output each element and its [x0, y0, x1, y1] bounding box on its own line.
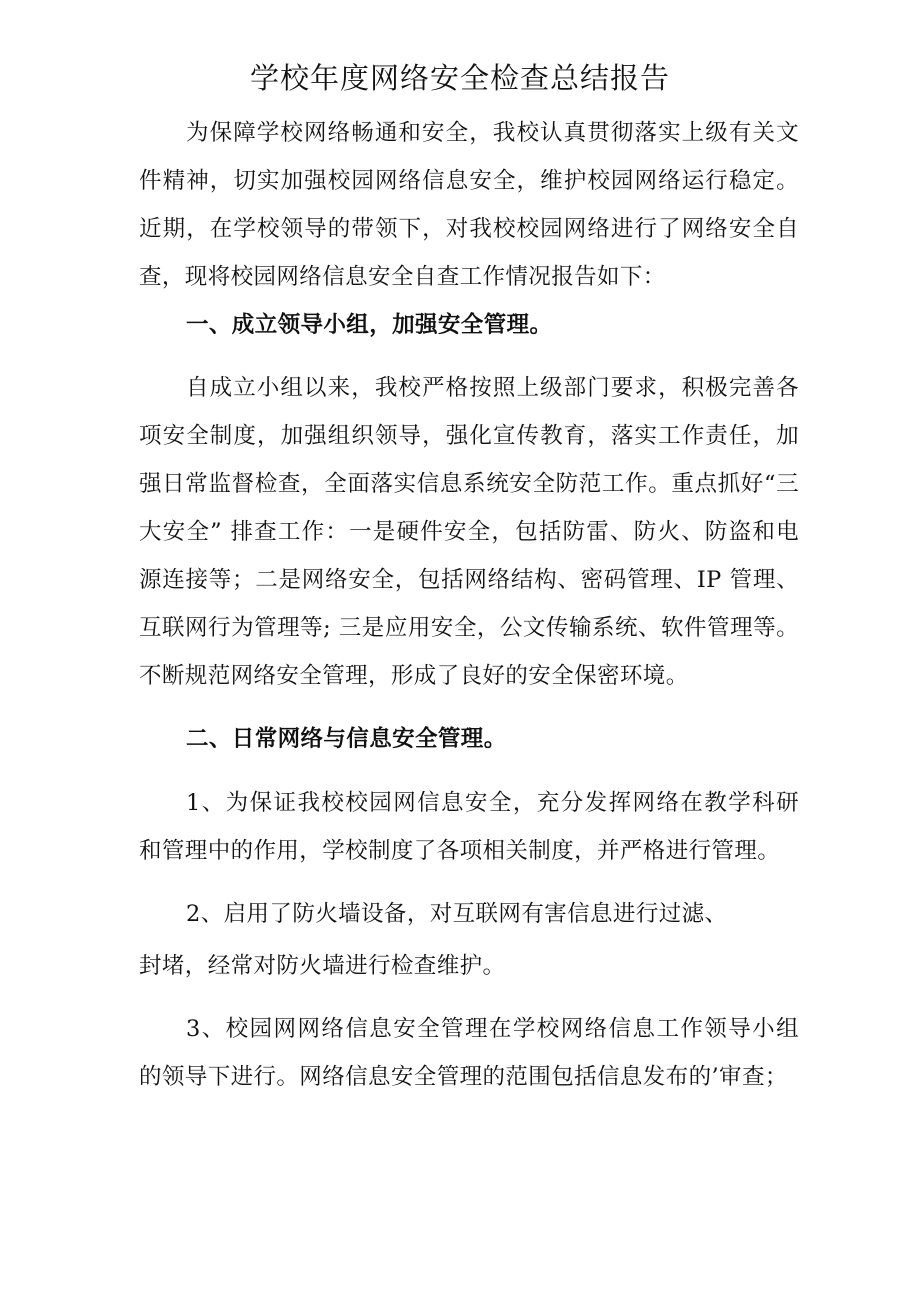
section-1-line-1: 自成立小组以来，我校严格按照上级部门要求，积极完善各: [186, 375, 799, 401]
document-title: 学校年度网络安全检查总结报告: [249, 61, 670, 95]
intro-line-4: 查，现将校园网络信息安全自查工作情况报告如下：: [139, 264, 666, 290]
section-1-line-4: 大安全” 排查工作：一是硬件安全，包括防雷、防火、防盗和电: [139, 519, 799, 545]
intro-line-1: 为保障学校网络畅通和安全，我校认真贯彻落实上级有关文: [186, 120, 799, 146]
item-2-line-2: 封堵，经常对防火墙进行检查维护。: [139, 953, 506, 979]
item-1-line-2: 和管理中的作用，学校制度了各项相关制度，并严格进行管理。: [139, 838, 781, 864]
section-heading-2: 二、日常网络与信息安全管理。: [186, 726, 507, 752]
intro-line-3: 近期，在学校领导的带领下，对我校校园网络进行了网络安全自: [139, 216, 799, 242]
section-heading-1: 一、成立领导小组，加强安全管理。: [186, 312, 553, 338]
section-1-line-5: 源连接等；二是网络安全，包括网络结构、密码管理、IP 管理、: [139, 567, 799, 593]
section-1-line-6: 互联网行为管理等; 三是应用安全，公文传输系统、软件管理等。: [139, 615, 799, 641]
item-2-line-1: 2、启用了防火墙设备，对互联网有害信息进行过滤、: [186, 901, 728, 927]
section-1-line-3: 强日常监督检查，全面落实信息系统安全防范工作。重点抓好“三: [139, 471, 799, 497]
section-1-line-7: 不断规范网络安全管理，形成了良好的安全保密环境。: [139, 663, 689, 689]
intro-line-2: 件精神，切实加强校园网络信息安全，维护校园网络运行稳定。: [139, 168, 799, 194]
item-1-line-1: 1、为保证我校校园网信息安全，充分发挥网络在教学科研: [186, 790, 799, 816]
item-3-line-2: 的领导下进行。网络信息安全管理的范围包括信息发布的’审查；: [139, 1064, 788, 1090]
item-3-line-1: 3、校园网网络信息安全管理在学校网络信息工作领导小组: [186, 1016, 799, 1042]
section-1-line-2: 项安全制度，加强组织领导，强化宣传教育，落实工作责任，加: [139, 423, 799, 449]
